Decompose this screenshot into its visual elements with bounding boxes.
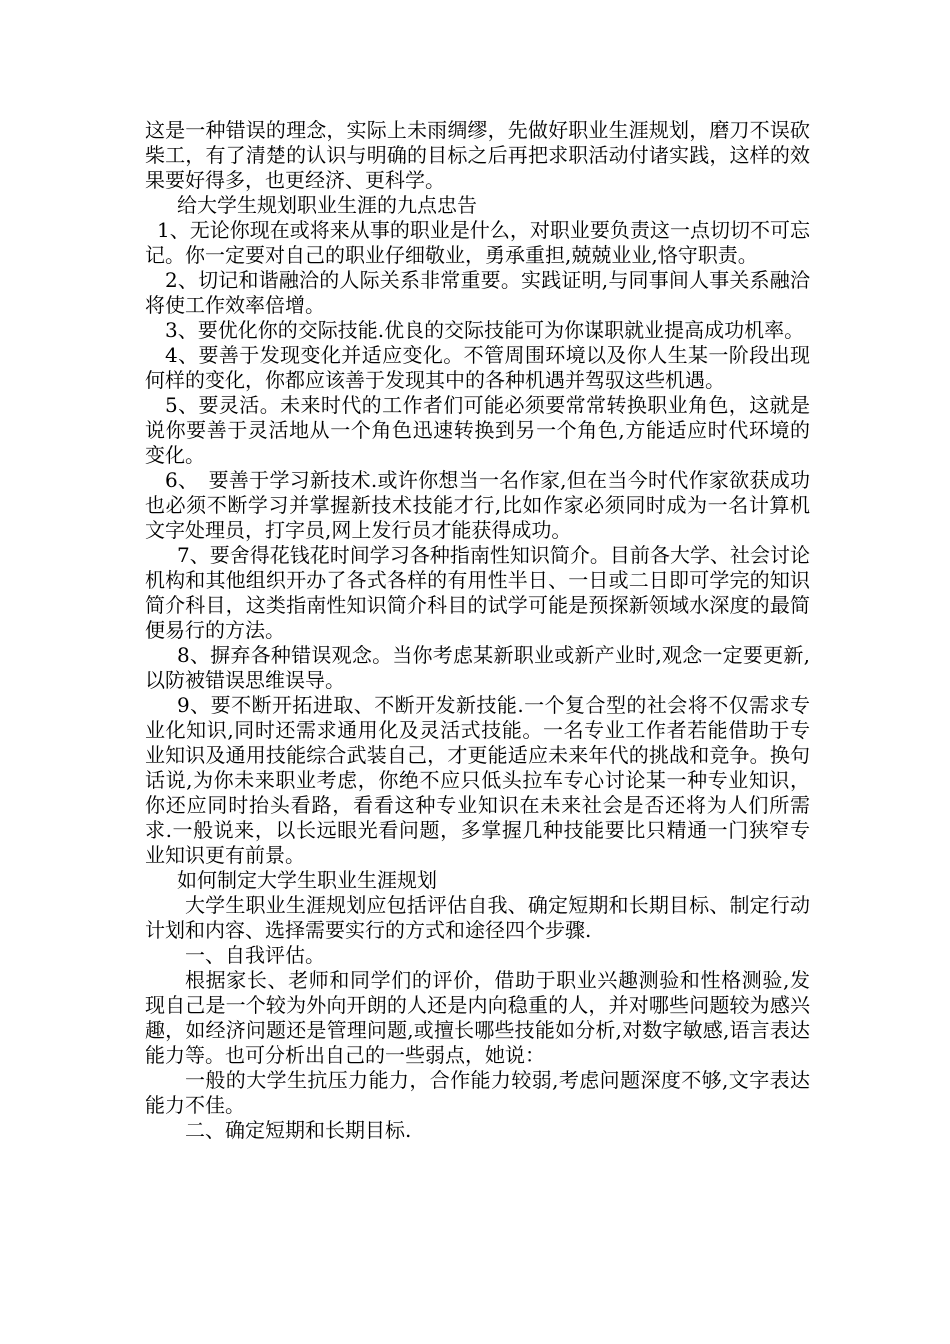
subheading-self-assessment: 一、自我评估。 xyxy=(185,943,325,967)
advice-item-4: 4、要善于发现变化并适应变化。不管周围环境以及你人生某一阶段出现何样的变化，你都应该善于发现其中的各种机遇并驾驭这些机遇。 xyxy=(145,343,810,392)
section-heading-how-to-plan: 如何制定大学生职业生涯规划 xyxy=(177,868,437,892)
advice-item-1: 1、无论你现在或将来从事的职业是什么，对职业要负责这一点切切不可忘记。你一定要对自己的职业仔细敬业，勇承重担,兢兢业业,恪守职责。 xyxy=(145,218,810,267)
advice-item-3: 3、要优化你的交际技能.优良的交际技能可为你谋职就业提高成功机率。 xyxy=(165,318,805,342)
paragraph-planning-steps: 大学生职业生涯规划应包括评估自我、确定短期和长期目标、制定行动计划和内容、选择需要实行的方式和途径四个步骤. xyxy=(145,893,810,942)
advice-item-9: 9、要不断开拓进取、不断开发新技能.一个复合型的社会将不仅需求专业化知识,同时还需求通用化及灵活式技能。一名专业工作者若能借助于专业知识及通用技能综合武装自己，才更能适应未来年代的挑战和竞争。换句话说,为你未来职业考虑，你绝不应只低头拉车专心讨论某一种专业知识，你还应同时抬头看路，看看这种专业知识在未来社会是否还将为人们所需求.一般说来，以长远眼光看问题，多掌握几种技能要比只精通一门狭窄专业知识更有前景。 xyxy=(145,693,810,867)
advice-item-6: 6、 要善于学习新技术.或许你想当一名作家,但在当今时代作家欲获成功也必须不断学习并掌握新技术技能才行,比如作家必须同时成为一名计算机文字处理员，打字员,网上发行员才能获得成功。 xyxy=(145,468,810,542)
paragraph-weaknesses: 一般的大学生抗压力能力，合作能力较弱,考虑问题深度不够,文字表达能力不佳。 xyxy=(145,1068,810,1117)
advice-item-2: 2、切记和谐融洽的人际关系非常重要。实践证明,与同事间人事关系融洽将使工作效率倍增。 xyxy=(145,268,810,317)
advice-item-5: 5、要灵活。未来时代的工作者们可能必须要常常转换职业角色，这就是说你要善于灵活地从一个角色迅速转换到另一个角色,方能适应时代环境的变化。 xyxy=(145,393,810,467)
subheading-goals: 二、确定短期和长期目标. xyxy=(185,1118,412,1142)
paragraph-intro: 这是一种错误的理念，实际上未雨绸缪，先做好职业生涯规划，磨刀不误砍柴工，有了清楚的认识与明确的目标之后再把求职活动付诸实践，这样的效果要好得多，也更经济、更科学。 xyxy=(145,118,810,192)
document-body xyxy=(145,118,810,1143)
advice-item-8: 8、摒弃各种错误观念。当你考虑某新职业或新产业时,观念一定要更新,以防被错误思维误导。 xyxy=(145,643,810,692)
section-heading-nine-advice: 给大学生规划职业生涯的九点忠告 xyxy=(177,193,477,217)
paragraph-self-assessment: 根据家长、老师和同学们的评价，借助于职业兴趣测验和性格测验,发现自己是一个较为外向开朗的人还是内向稳重的人，并对哪些问题较为感兴趣，如经济问题还是管理问题,或擅长哪些技能如分析,对数字敏感,语言表达能力等。也可分析出自己的一些弱点，她说： xyxy=(145,968,810,1067)
advice-item-7: 7、要舍得花钱花时间学习各种指南性知识简介。目前各大学、社会讨论机构和其他组织开办了各式各样的有用性半日、一日或二日即可学完的知识简介科目，这类指南性知识简介科目的试学可能是预探新领域水深度的最简便易行的方法。 xyxy=(145,543,810,642)
